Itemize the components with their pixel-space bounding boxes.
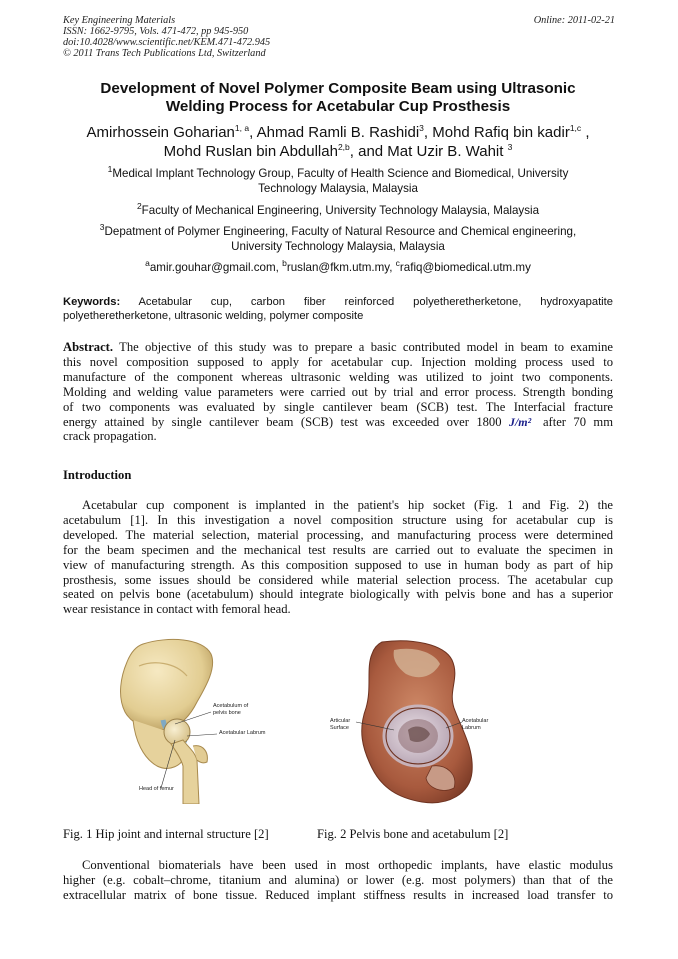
abstract-line: of two components was evaluated by single cantilever beam (SCB) test. The Interfacial fracture: [63, 399, 613, 414]
label-line: Surface: [330, 724, 349, 731]
intro-line: for the beam specimen and the mechanical test results are carried out to evaluate the specimen in: [63, 542, 613, 557]
journal-header: [63, 15, 270, 59]
email-link[interactable]: rafiq@biomedical.utm.my: [399, 261, 531, 274]
online-date: Online: 2011-02-21: [533, 15, 615, 26]
label-line: pelvis bone: [213, 709, 241, 716]
author-sup: 2,b: [337, 142, 350, 152]
abstract-line: crack propagation.: [63, 429, 157, 444]
copyright: © 2011 Trans Tech Publications Ltd, Switzerland: [63, 48, 266, 59]
keywords-text: Acetabular cup, carbon fiber reinforced polyetheretherketone, hydroxyapatite: [120, 296, 613, 308]
abstract-text: energy attained by single cantilever beam (SCB) test was exceeded over 1800: [63, 414, 502, 429]
intro-line: Conventional biomaterials have been used in most orthopedic implants, have elastic modulus: [82, 858, 613, 872]
author-sup: 3: [507, 142, 513, 152]
abstract-line: [63, 340, 613, 355]
label-line: Acetabulum of: [213, 703, 249, 709]
affil-text: University Technology Malaysia, Malaysia: [231, 240, 445, 253]
figure-label: Acetabular Labrum: [219, 730, 266, 736]
abstract-line: Molding and welding value parameters were carried out by trial and error process. Strength bonding: [63, 384, 613, 399]
email-link[interactable]: amir.gouhar@gmail.com,: [149, 261, 283, 274]
affiliation-2: [63, 203, 613, 218]
author-sup: 1, a: [234, 123, 250, 133]
doi: doi:10.4028/www.scientific.net/KEM.471-472.945: [63, 37, 271, 48]
figure-2-caption: Fig. 2 Pelvis bone and acetabulum [2]: [317, 827, 509, 841]
journal-name: Key Engineering Materials: [63, 15, 176, 26]
label-line: Acetabular: [462, 718, 489, 724]
intro-paragraph-1: [63, 498, 613, 617]
author-sup: 3: [419, 123, 424, 133]
intro-line: acetabulum [1]. In this investigation a novel composition structure using for acetabular cup is: [63, 512, 613, 527]
keywords-line: [63, 295, 613, 309]
author-sep: ,: [585, 124, 590, 141]
intro-line: Acetabular cup component is implanted in the patient's hip socket (Fig. 1 and Fig. 2) the: [82, 498, 613, 512]
issn: ISSN: 1662-9795, Vols. 471-472, pp 945-950: [63, 26, 249, 37]
affil-text: Technology Malaysia, Malaysia: [258, 182, 418, 195]
author-name: , Mohd Rafiq bin kadir: [423, 124, 570, 141]
abstract: [63, 340, 613, 444]
keywords: [63, 295, 613, 323]
affil-text: Faculty of Mechanical Engineering, University Technology Malaysia, Malaysia: [141, 204, 540, 217]
figure-1-caption: Fig. 1 Hip joint and internal structure [2]: [63, 827, 269, 841]
abstract-text: after 70 mm: [542, 414, 613, 429]
paper-title: [63, 80, 613, 116]
affiliation-3: [63, 224, 613, 254]
keywords-label: Keywords:: [63, 296, 121, 308]
email-sup: b: [282, 258, 287, 269]
intro-line: seated on pelvis bone (acetabulum) should integrate biologically with pelvis bone and has a superior: [63, 587, 613, 602]
figure-label: [462, 718, 488, 731]
intro-line: higher (e.g. cobalt–chrome, titanium and alumina) or lower (e.g. most polymers) than that of the: [63, 872, 613, 887]
intro-line: extracellular matrix of bone tissue. Reduced implant stiffness results in increased load transfer to: [63, 887, 613, 902]
abstract-text: The objective of this study was to prepare a basic contributed model in beam to examine: [113, 340, 613, 354]
abstract-label: Abstract.: [63, 340, 114, 354]
author-name: Mohd Ruslan bin Abdullah: [163, 143, 338, 160]
keywords-line: polyetheretherketone, ultrasonic welding, polymer composite: [63, 310, 364, 322]
author-line: [55, 142, 621, 161]
abstract-line: manufacture of the component whereas ultrasonic welding was utilized to joint two components.: [63, 369, 613, 384]
hip-joint-illustration: [113, 636, 293, 804]
intro-line: wear resistance in contact with femoral head.: [63, 602, 291, 617]
author-emails: [63, 260, 613, 275]
affil-sup: 2: [136, 201, 142, 212]
figure-label: Head of femur: [139, 786, 174, 792]
label-line: Labrum: [462, 724, 481, 731]
affil-sup: 3: [99, 222, 105, 233]
author-line: [55, 123, 621, 142]
title-line: Development of Novel Polymer Composite Beam using Ultrasonic: [100, 80, 576, 97]
unit-equation: J/m²: [508, 414, 532, 429]
affil-sup: 1: [107, 164, 113, 175]
author-name: , and Mat Uzir B. Wahit: [349, 143, 504, 160]
affil-text: Depatment of Polymer Engineering, Faculty of Natural Resource and Chemical engineering,: [104, 225, 577, 238]
section-heading: Introduction: [63, 468, 132, 482]
figure-label: [213, 703, 248, 716]
intro-line: view of manufacturing strength. As this composition supposed to use in human body as part of hip: [63, 557, 613, 572]
intro-line: developed. The material selection, material processing, and manufacturing process were determined: [63, 527, 613, 542]
affil-text: Medical Implant Technology Group, Faculty of Health Science and Biomedical, University: [112, 167, 569, 180]
email-link[interactable]: ruslan@fkm.utm.my,: [286, 261, 396, 274]
title-line: Welding Process for Acetabular Cup Prosthesis: [165, 98, 511, 115]
intro-line: prosthesis, some issues should be considered while material selection process. The acetabular cup: [63, 572, 613, 587]
abstract-line: this novel composition supposed to apply for acetabular cup. Injection molding process used to: [63, 354, 613, 369]
intro-paragraph-2: [63, 858, 613, 903]
email-sup: a: [145, 258, 150, 269]
figure-label: [330, 718, 350, 731]
abstract-line: [63, 415, 613, 430]
email-sup: c: [395, 258, 400, 269]
affiliation-1: [63, 166, 613, 196]
author-list: [55, 123, 621, 161]
figure-1-hip-joint: [113, 636, 293, 804]
author-name: Amirhossein Goharian: [86, 124, 235, 141]
author-sup: 1,c: [569, 123, 582, 133]
label-line: Articular: [330, 718, 351, 724]
figure-2-pelvis-acetabulum: [322, 638, 500, 806]
author-name: , Ahmad Ramli B. Rashidi: [249, 124, 420, 141]
